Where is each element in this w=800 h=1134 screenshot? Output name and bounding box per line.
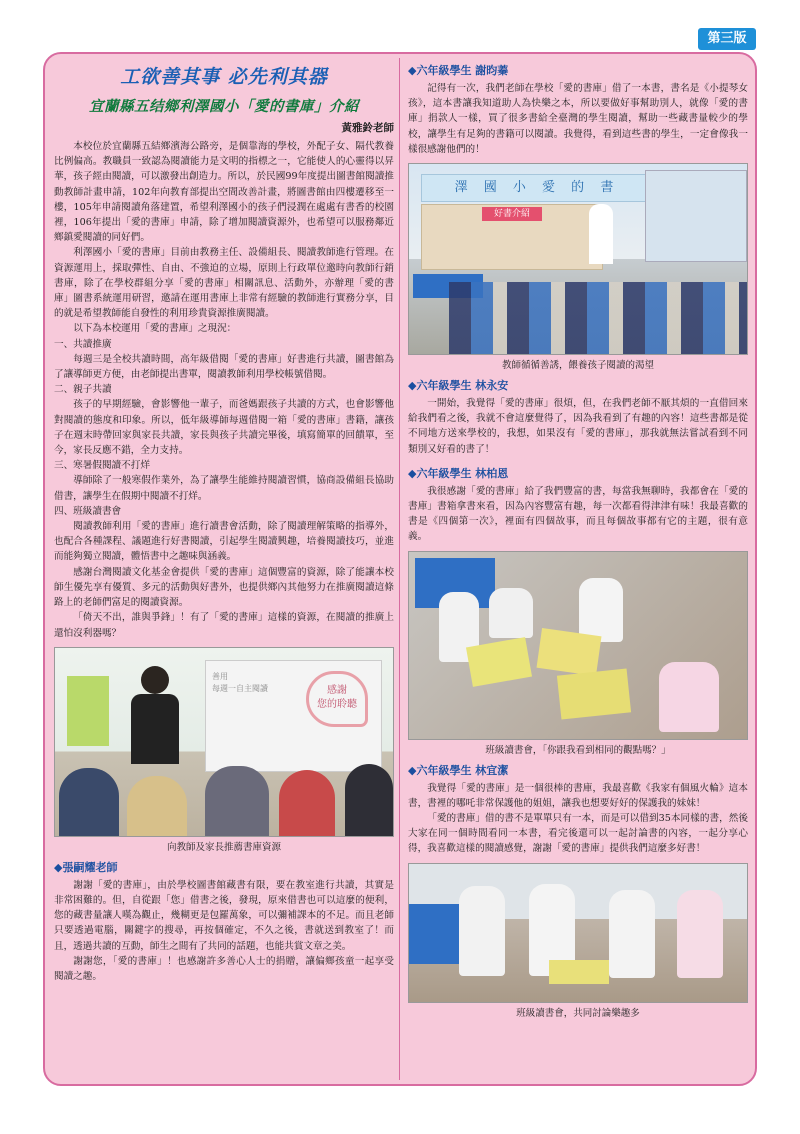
child-figure bbox=[459, 886, 505, 976]
audience-member bbox=[59, 768, 119, 836]
picture-book bbox=[549, 960, 609, 984]
page-number-badge: 第三版 bbox=[698, 28, 756, 50]
speaker-body bbox=[131, 694, 179, 764]
slide-bullets: 善用 每週一自主閱讀 bbox=[212, 671, 268, 693]
intro-paragraph: 本校位於宜蘭縣五結鄉濱海公路旁，是個靠海的學校，外配子女、隔代教養比例偏高。教職員一致認為閱讀能力是文明的指標之一，它能使人的心靈得以昇華，孩子經由閱讀，可以激發出創造力。所以，於民國99年度提出圖書館閱讀推動教師計畫申請，102年向教育部提出空間改善計畫，將圖書館由四樓遷移至一樓，105年申請閱讀角落建置，希望利澤國小的孩子們浸潤在處處有書香的校園裡，106年提出「愛的書庫」申請，除了增加閱讀資源外，也希望可以服務鄰近鄉鎮愛閱讀的同好們。 bbox=[54, 141, 394, 244]
photo-caption: 班級讀書會，「你跟我看到相同的觀點嗎？」 bbox=[485, 744, 671, 756]
closing-paragraph: 感謝台灣閱讀文化基金會提供「愛的書庫」這個豐富的資源，除了能讓本校師生優先享有優質、多元的活動與好書外，也提供鄉內其他努力在推廣閱讀這條路上的老師們富足的閱讀資源。 bbox=[54, 566, 394, 609]
photo-speaker bbox=[54, 647, 394, 837]
section-text: 導師除了一般寒假作業外，為了讓學生能維持閱讀習慣，協商設備組長協助借書，讓學生在假期中閱讀不打烊。 bbox=[54, 475, 394, 502]
section-heading: 三、寒暑假閱讀不打烊 bbox=[54, 460, 150, 472]
section-heading: 二、親子共讀 bbox=[54, 384, 112, 396]
section-heading: 四、班級讀書會 bbox=[54, 505, 122, 517]
photo-caption: 班級讀書會，共同討論樂趣多 bbox=[516, 1007, 640, 1019]
child-figure bbox=[489, 588, 533, 638]
child-figure bbox=[659, 662, 719, 732]
article-subtitle: 宜蘭縣五结鄉利澤國小「愛的書庫」介紹 bbox=[89, 98, 359, 115]
child-figure bbox=[677, 890, 723, 978]
photo-caption: 教師循循善誘，餵養孩子閱讀的渴望 bbox=[501, 360, 654, 372]
audience-member bbox=[127, 776, 187, 836]
students-group bbox=[449, 282, 748, 354]
closing-paragraph: 「倚天不出，誰與爭鋒」！有了「愛的書庫」這樣的資源，在閱讀的推廣上還怕沒利器嗎？ bbox=[54, 612, 394, 639]
section-text: 孩子的早期經驗，會影響他一輩子，而爸媽跟孩子共讀的方式，也會影響他對閱讀的態度和印象。所以，低年級導師每週借閱一箱「愛的書庫」書籍，讓孩子在週末時帶回家與家長共讀，家長與孩子共讀完畢後，填寫簡單的回饋單，至今，家長反應不錯，全力支持。 bbox=[54, 399, 394, 457]
teacher-text: 謝謝「愛的書庫」，由於學校圖書館藏書有限，要在教室進行共讀，其實是非常困難的。但，自從跟「您」借書之後，發現，原來借書也可以這麼的便利，您的藏書量讓人嘆為觀止，幾糊更是包羅萬象，可以彌補課本的不足。而且老師只要透過電腦，關鍵字的搜尋，再按個確定，不久之後，書就送到教室了！而且，透過共讀的互動，師生之間有了共同的話題，也能共賞文章之美。 bbox=[54, 879, 394, 952]
picture-book bbox=[557, 668, 631, 719]
audience-member bbox=[279, 770, 335, 836]
photo-classroom bbox=[408, 163, 748, 355]
book-display-board bbox=[421, 204, 603, 270]
section-text: 每週三是全校共讀時間，高年級借閱「愛的書庫」好書進行共讀，圖書館為了讓導師更方便，由老師提出書單，閱讀教師利用學校帳號借閱。 bbox=[54, 353, 394, 381]
teacher-heading: ◆張嗣耀老師 bbox=[54, 860, 118, 874]
column-divider bbox=[399, 58, 400, 1080]
library-banner: 澤 國 小 愛 的 書 bbox=[421, 174, 653, 202]
teacher-text: 謝謝您，「愛的書庫」！也感謝許多善心人士的捐贈，讓偏鄉孩童一起享受閱讀之趣。 bbox=[54, 955, 394, 982]
right-column bbox=[408, 58, 748, 1025]
heart-shape: 感謝 您的聆聽 bbox=[306, 671, 368, 727]
audience-member bbox=[205, 766, 269, 836]
article-author: 黃雅鈴老師 bbox=[341, 122, 394, 134]
body-paragraph: 利澤國小「愛的書庫」目前由教務主任、設備組長、閱讀教師進行管理。在資源運用上，採取彈性、自由、不強迫的立場，原則上行政單位邀時向教師行銷書庫，除了在學校群組分享「愛的書庫」相關訊息、活動外，亦辦理「愛的書庫」圖書系統運用研習，邀請在運用書庫上非常有經驗的教師進行實務分享，目的就是希望教師能自發性的利用珍貴資源推廣閱讀。 bbox=[54, 247, 394, 320]
student-heading: ◆六年級學生 林永安 bbox=[408, 379, 509, 393]
student-heading: ◆六年級學生 謝昀蓁 bbox=[408, 64, 509, 77]
student-heading: ◆六年級學生 林宜潔 bbox=[408, 763, 509, 777]
body-paragraph: 以下為本校運用「愛的書庫」之現況： bbox=[73, 323, 237, 335]
article-title: 工欲善其事 必先利其器 bbox=[120, 66, 328, 88]
student-text: 「愛的書庫」借的書不是單單只有一本，而是可以借到35本同樣的書，然後大家在同一個時間看同一本書，看完後還可以一起討論書的內容，一起分享心得，我喜歡這樣的閱讀感覺，謝謝「愛的書庫」提供我們這麼多好書！ bbox=[408, 813, 748, 855]
poster bbox=[67, 676, 109, 746]
student-text: 記得有一次，我們老師在學校「愛的書庫」借了一本書，書名是《小提琴女孩》，這本書讓我知道助人為快樂之本，所以要做好事幫助別人，就像「愛的書庫」捐款人一樣，買了很多書給全臺灣的學生閱讀，幫助一些藏書量較少的學校，讓學生有足夠的書籍可以閱讀。我覺得，看到這些書的學生，一定會像我一樣很感謝他們的！ bbox=[408, 83, 748, 155]
student-text: 我覺得「愛的書庫」是一個很棒的書庫，我最喜歡《我家有個風火輪》這本書，書裡的哪吒非常保護他的姐姐，讓我也想要好好的保護我的妹妹！ bbox=[408, 782, 748, 809]
student-text: 一開始，我覺得「愛的書庫」很煩，但，在我們老師不厭其煩的一直借回來給我們看之後，我就不會這麼覺得了，因為我看到了有趣的內容！這些書都是從不同地方送來學校的，我想，如果沒有「愛的書庫」，那我就無法嘗試看到不同類別又好看的書了！ bbox=[408, 398, 748, 455]
audience-member bbox=[345, 764, 393, 836]
picture-book bbox=[537, 628, 602, 676]
child-figure bbox=[609, 890, 655, 978]
student-text: 我很感謝「愛的書庫」給了我們豐富的書，每當我無聊時，我都會在「愛的書庫」書箱拿書來看，因為內容豐富有趣，每一次都看得津津有味！我最喜歡的書是《四個第一次》，裡面有四個故事，而且每個故事都有它的主題，很有意義。 bbox=[408, 485, 748, 543]
section-heading: 一、共讀推廣 bbox=[54, 338, 112, 350]
teacher-figure bbox=[589, 204, 613, 264]
speaker-head bbox=[141, 666, 169, 694]
child-figure bbox=[579, 578, 623, 642]
section-text: 閱讀教師利用「愛的書庫」進行讀書會活動，除了閱讀理解策略的指導外，也配合各種課程、議題進行好書閱讀，引起學生閱讀興趣，培養閱讀技巧，並進而能夠獨立閱讀，體悟書中之趣味與涵義。 bbox=[54, 521, 394, 563]
photo-reading-circle bbox=[408, 551, 748, 740]
photo-discussion bbox=[408, 863, 748, 1003]
projector-slide bbox=[205, 660, 382, 772]
student-heading: ◆六年級學生 林柏恩 bbox=[408, 466, 509, 480]
photo-caption: 向教師及家長推薦書庫資源 bbox=[166, 841, 281, 853]
window bbox=[645, 170, 747, 262]
left-column bbox=[54, 60, 394, 984]
board-label: 好書介紹 bbox=[482, 207, 542, 221]
